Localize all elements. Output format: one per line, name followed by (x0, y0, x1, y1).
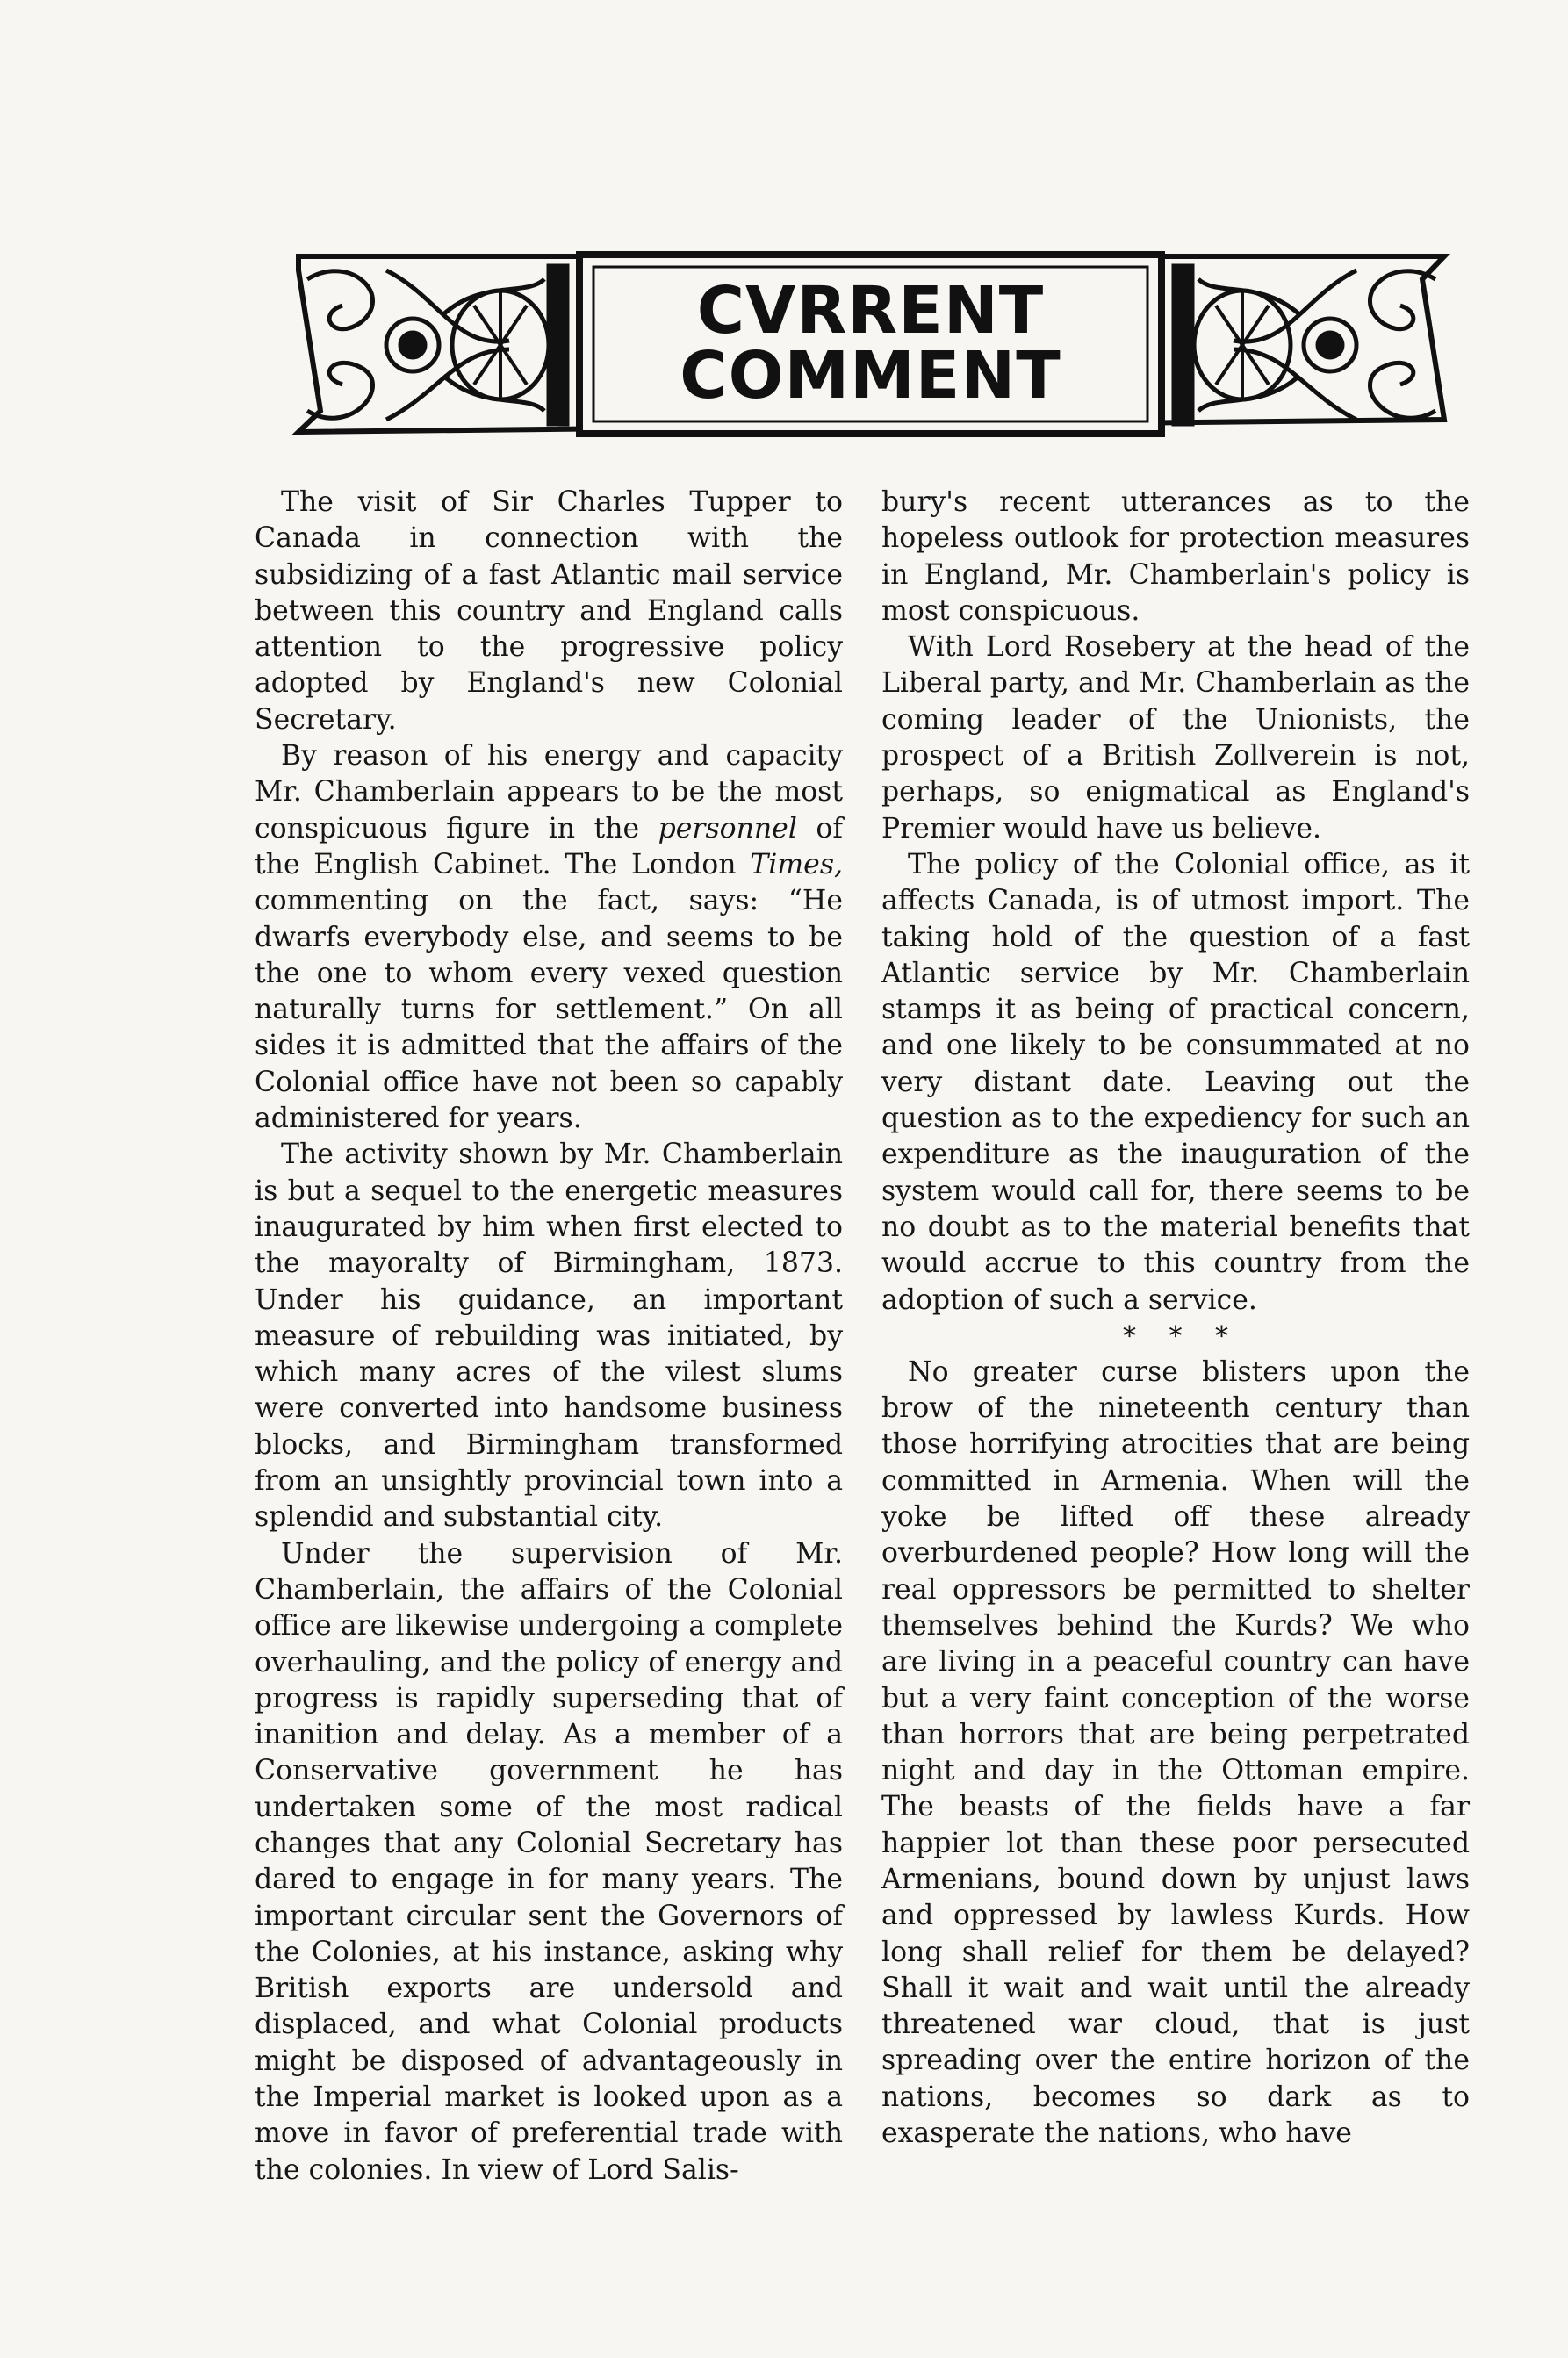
paragraph-rosebery: With Lord Rosebery at the head of the Liberal party, and Mr. Chamberlain as the coming leader of the Unionists, the prospect of a British Zollverein is not, perhaps, so enigmatical as England's Premier would have us believe. (881, 631, 1470, 845)
right-flourish-ornament (1174, 266, 1435, 424)
italic-personnel: personnel (658, 812, 797, 845)
paragraph-chamberlain-capacity (255, 738, 843, 1137)
right-text-column (881, 485, 1470, 2152)
paragraph-salisbury-continued: bury's recent utterances as to the hopeless outlook for protection measures in England, Mr. Chamberlain's policy is most conspicuous. (881, 486, 1470, 627)
paragraph-tupper-visit: The visit of Sir Charles Tupper to Canada in connection with the subsidizing of a fast Atlantic mail service between this country and England calls attention to the progressive policy adopted by England's new Colonial Secretary. (255, 486, 843, 736)
text-segment: commenting on the fact, says: “He dwarfs everybody else, and seems to be the one to whom every vexed question naturally turns for settlement.” On all sides it is admitted that the affairs of the Colonial office have not been so capably administered for years. (255, 885, 843, 1135)
section-divider: * * * (1122, 1320, 1229, 1352)
paragraph-atlantic-service: The policy of the Colonial office, as it affects Canada, is of utmost import. The taking hold of the question of a fast Atlantic service by Mr. Chamberlain stamps it as being of practical concern, and one likely to be consummated at no very distant date. Leaving out the question as to the expediency for such an expenditure as the inauguration of the system would call for, there seems to be no doubt as to the material benefits that would accrue to this country from the adoption of such a service. (881, 848, 1470, 1316)
section-title (586, 260, 1154, 427)
left-text-column (255, 485, 843, 2189)
paragraph-birmingham: The activity shown by Mr. Chamberlain is but a sequel to the energetic measures inaugurated by him when first elected to the mayoralty of Birmingham, 1873. Under his guidance, an important measure of rebuilding was initiated, by which many acres of the vilest slums were converted into handsome business blocks, and Birmingham transformed from an unsightly provincial town into a splendid and substantial city. (255, 1139, 843, 1534)
italic-times: Times, (750, 848, 843, 881)
paragraph-colonial-office: Under the supervision of Mr. Chamberlain, the affairs of the Colonial office are likewise undergoing a complete overhauling, and the policy of energy and progress is rapidly superseding that of inanition and delay. As a member of a Conservative government he has undertaken some of the most radical changes that any Colonial Secretary has dared to engage in for many years. The important circular sent the Governors of the Colonies, at his instance, asking why British exports are undersold and displaced, and what Colonial products might be disposed of advantageously in the Imperial market is looked upon as a move in favor of preferential trade with the colonies. In view of Lord Salis- (255, 1537, 843, 2186)
paragraph-armenia: No greater curse blisters upon the brow of the nineteenth century than those horrifying atrocities that are being committed in Armenia. When will the yoke be lifted off these already overburdened people? How long will the real oppressors be permitted to shelter themselves behind the Kurds? We who are living in a peaceful country can have but a very faint conception of the worse than horrors that are being perpetrated night and day in the Ottoman empire. The beasts of the fields have a far happier lot than these poor persecuted Armenians, bound down by unjust laws and oppressed by lawless Kurds. How long shall relief for them be delayed? Shall it wait and wait until the already threatened war cloud, that is just spreading over the entire horizon of the nations, becomes so dark as to exasperate the nations, who have (881, 1355, 1470, 2150)
current-comment-banner (281, 244, 1462, 444)
left-flourish-ornament (307, 266, 567, 424)
title-line-1: CVRRENT (696, 273, 1045, 349)
title-line-2: COMMENT (680, 338, 1061, 413)
text-segment: By reason of his energy and capacity Mr. Chamberlain appears to be the most conspicuous figure in the (255, 740, 843, 845)
text-segment: of the English Cabinet. The London (255, 812, 843, 881)
